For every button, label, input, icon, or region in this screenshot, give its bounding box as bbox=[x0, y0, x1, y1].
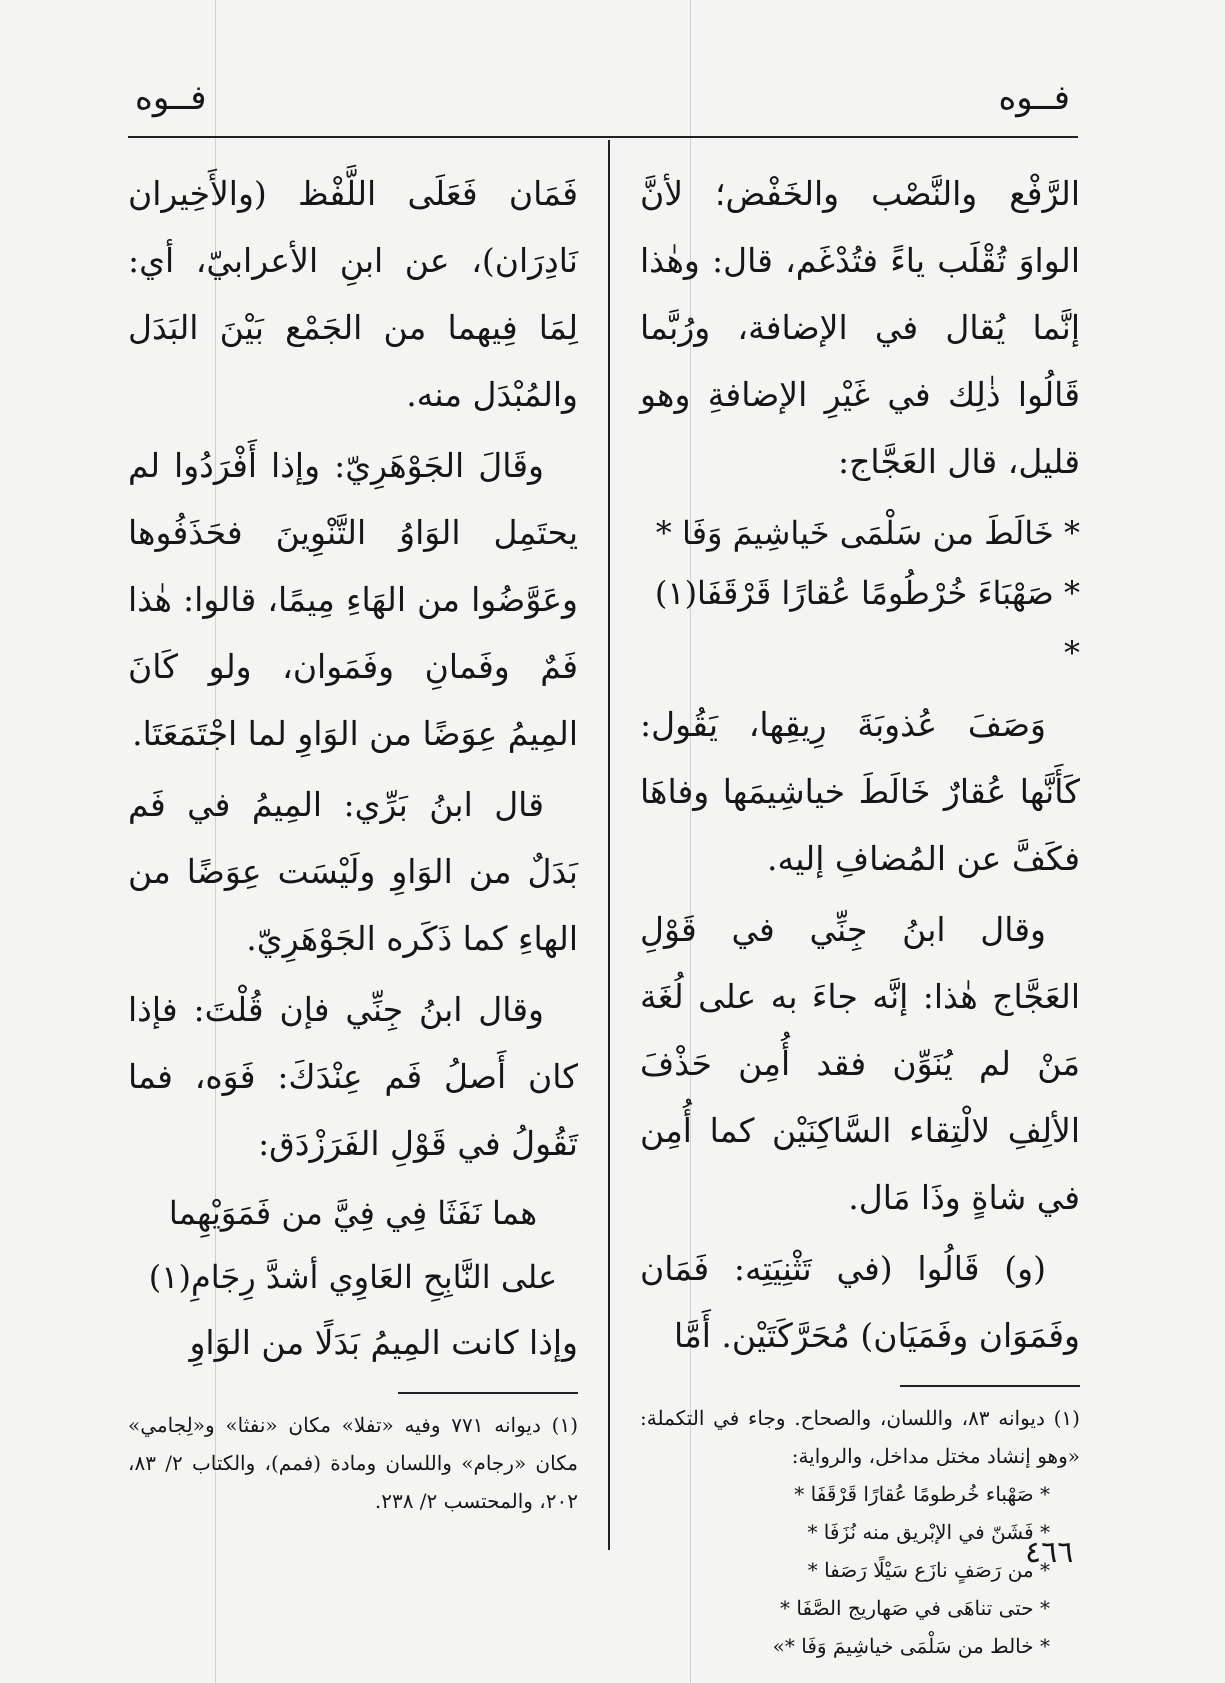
footnote-verse: * صَهْباء خُرطومًا عُقارًا قَرْقَفَا * bbox=[794, 1482, 1050, 1506]
column-divider bbox=[608, 140, 610, 1550]
footnote-rule bbox=[398, 1392, 578, 1394]
paragraph: وَصَفَ عُذوبَةَ رِيقِها، يَقُول: كَأَنَّها عُقارٌ خَالَطَ خياشِيمَها وفاهَا فكَفَّ عن المُضافِ إليه. bbox=[640, 705, 1080, 878]
paragraph: وقال ابنُ جِنِّي فإن قُلْتَ: فإذا كان أَصلُ فَم عِنْدَكَ: فَوَه، فما تَقُولُ في قَوْلِ الفَرَزْدَق: bbox=[128, 990, 578, 1163]
right-column bbox=[640, 160, 1080, 1665]
running-header-right: فــوه bbox=[998, 78, 1070, 118]
verse-block bbox=[640, 503, 1080, 683]
running-header-left: فــوه bbox=[135, 78, 207, 118]
footnote-rule bbox=[900, 1385, 1080, 1387]
paragraph: وإذا كانت المِيمُ بَدَلًا من الوَاوِ bbox=[189, 1323, 578, 1362]
header-rule bbox=[128, 136, 1078, 138]
footnote-verse: * حتى تناهَى في صَهاريج الصَّفَا * bbox=[780, 1596, 1050, 1620]
paragraph: (و) قَالُوا (في تَثْنِيَتِه: فَمَان وفَمَوَان وفَمَيَان) مُحَرَّكَتَيْن. أَمَّا bbox=[640, 1249, 1080, 1355]
footnote: (١) ديوانه ٧٧١ وفيه «تفلا» مكان «نفثا» و«لِجامي» مكان «رجام» واللسان ومادة (فمم)، والكتاب ٢/ ٨٣، ٢٠٢، والمحتسب ٢/ ٢٣٨. bbox=[128, 1413, 578, 1513]
paragraph: الرَّفْع والنَّصْب والخَفْض؛ لأنَّ الواوَ تُقْلَب ياءً فتُدْغَم، قال: وهٰذا إنَّما يُقال في الإضافة، ورُبَّما قَالُوا ذٰلِك في غَيْرِ الإضافةِ وهو قليل، قال العَجَّاج: bbox=[640, 174, 1080, 481]
poem-line: هما نَفَثَا فِي فِيَّ من فَمَوَيْهِما bbox=[168, 1194, 538, 1232]
left-column bbox=[128, 160, 578, 1520]
paragraph: وقَالَ الجَوْهَرِيّ: وإذا أَفْرَدُوا لم يحتَمِل الوَاوُ التَّنْوِينَ فحَذَفُوها وعَوَّضُوا من الهَاءِ مِيمًا، قالوا: هٰذا فَمٌ وفَمانِ وفَمَوان، ولو كَانَ المِيمُ عِوَضًا من الوَاوِ لما اجْتَمَعَتَا. bbox=[128, 446, 578, 753]
footnote-verse: * خالط من سَلْمَى خياشِيمَ وَفَا *» bbox=[772, 1634, 1050, 1658]
poem-line: على النَّابِحِ العَاوِي أشدَّ رِجَامِ(١) bbox=[148, 1258, 558, 1296]
paragraph: وقال ابنُ جِنِّي في قَوْلِ العَجَّاج هٰذا: إنَّه جاءَ به على لُغَة مَنْ لم يُنَوِّن فقد أُمِن حَذْفَ الألِفِ لالْتِقاء السَّاكِنَيْن كما أُمِن في شاةٍ وذَا مَال. bbox=[640, 910, 1080, 1217]
footnote-verse: * من رَصَفٍ نازَع سَيْلًا رَصَفا * bbox=[807, 1558, 1050, 1582]
paragraph: قال ابنُ بَرِّي: المِيمُ في فَم بَدَلٌ من الوَاوِ ولَيْسَت عِوَضًا من الهاءِ كما ذَكَره الجَوْهَرِيّ. bbox=[128, 785, 578, 958]
footnote: (١) ديوانه ٨٣، واللسان، والصحاح. وجاء في التكملة: «وهو إنشاد مختل مداخل، والرواية: bbox=[640, 1406, 1080, 1468]
verse-line: * صَهْبَاءَ خُرْطُومًا عُقارًا قَرْقَفَا(١) * bbox=[654, 574, 1080, 672]
paragraph: فَمَان فَعَلَى اللَّفْظ (والأَخِيران نَادِرَان)، عن ابنِ الأعرابيّ، أي: لِمَا فِيهما من الجَمْع بَيْنَ البَدَل والمُبْدَل منه. bbox=[128, 174, 578, 414]
verse-line: * خَالَطَ من سَلْمَى خَياشِيمَ وَفَا * bbox=[655, 514, 1080, 552]
page-number: ٤٦٦ bbox=[1025, 1535, 1074, 1570]
footnote-verse: * فَشَنّ في الإبْريق منه نُزَفَا * bbox=[807, 1520, 1050, 1544]
